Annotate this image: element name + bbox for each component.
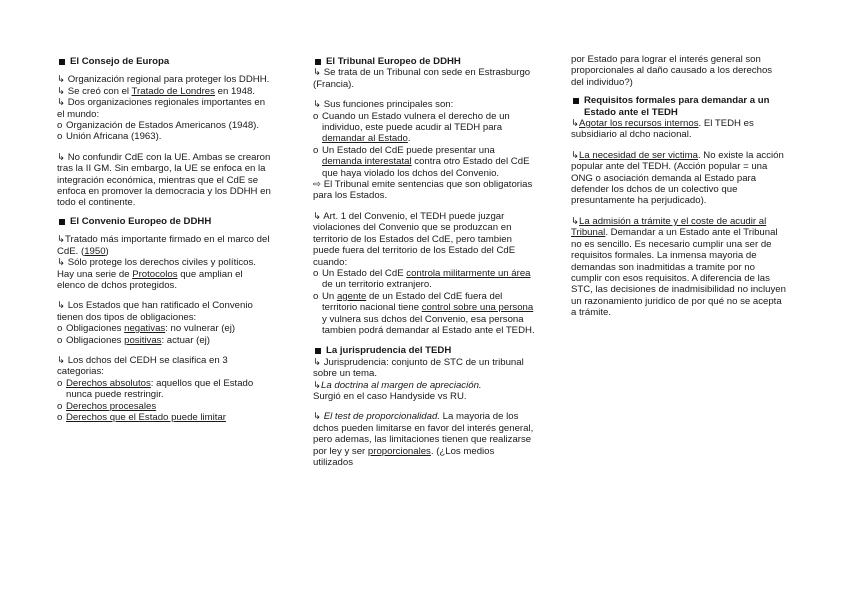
bullet-item: o Derechos procesales xyxy=(57,400,157,412)
bullet-item: o Obligaciones positivas: actuar (ej) xyxy=(57,334,210,346)
arrow-item: ↳Agotar los recursos internos. El TEDH es subsidiario al dcho nacional. xyxy=(571,118,754,141)
bullet-item: o Un agente de un Estado del CdE fuera del territorio nacional tiene control sobre una persona y vulnera sus dchos del Convenio, esa persona tambien podrá demandar al Estado ante el TEDH. xyxy=(313,290,535,336)
arrow-item: ↳ Los dchos del CEDH se clasifica en 3 categorias: xyxy=(57,354,228,378)
square-bullet-icon xyxy=(573,98,579,104)
square-bullet-icon xyxy=(315,59,321,65)
heading-jurisprudencia: La jurisprudencia del TEDH xyxy=(313,345,535,356)
column-3 xyxy=(571,54,787,319)
continued-text: por Estado para lograr el interés general son proporcionales al daño causado a los derechos del individuo?) xyxy=(571,54,773,88)
arrow-item: ↳ Art. 1 del Convenio, el TEDH puede juzgar violaciones del Convenio que se produzcan en territorio de los Estados del CdE, pero tambien puede fuera del territorio de los Estado del CdE cuando: xyxy=(313,210,516,268)
heading-requisitos-formales: Requisitos formales para demandar a un Estado ante el TEDH xyxy=(571,95,787,118)
arrow-item: ↳La doctrina al margen de apreciación. Surgió en el caso Handyside vs RU. xyxy=(313,379,482,402)
heading-consejo-europa: El Consejo de Europa xyxy=(57,56,273,67)
arrow-item: ↳ Se trata de un Tribunal con sede en Estrasburgo (Francia). xyxy=(313,67,531,90)
bullet-item: o Un Estado del CdE puede presentar una demanda interestatal contra otro Estado del CdE que haya violado los dchos del Convenio. xyxy=(313,144,530,179)
heading-convenio-europeo: El Convenio Europeo de DDHH xyxy=(57,216,273,227)
arrow-item: ↳ Se creó con el Tratado de Londres en 1948. xyxy=(57,85,255,97)
arrow-item: ↳Tratado más importante firmado en el marco del CdE. (1950) xyxy=(57,234,270,257)
implies-item: ⇨ El Tribunal emite sentencias que son obligatorias para los Estados. xyxy=(313,179,533,202)
bullet-item: o Cuando un Estado vulnera el derecho de un individuo, este puede acudir al TEDH para demandar al Estado. xyxy=(313,110,510,145)
arrow-item: ↳ Dos organizaciones regionales importantes en el mundo: xyxy=(57,97,266,120)
arrow-item: ↳La admisión a trámite y el coste de acudir al Tribunal. Demandar a un Estado ante el Tribunal no es sencillo. Es necesario cumplir una ser de requisitos formales. La inmensa mayoria de demandas son inadmitidas a tramite por no cumplir con esos requisitos. A diferencia de las STC, las decisiones de inadmisibilidad no incluyen un razonamiento juridico de por qué no se acepta a trámite. xyxy=(571,215,786,319)
square-bullet-icon xyxy=(59,219,65,225)
arrow-item: ↳ No confundir CdE con la UE. Ambas se crearon tras la II GM. Sin embargo, la UE se enfoca en la integración económica, mientras que el CdE se enfoca en promover la democracia y los DDHH en todo el continente. xyxy=(57,151,271,209)
arrow-item: ↳ Sus funciones principales son: xyxy=(313,99,454,111)
heading-tribunal-europeo: El Tribunal Europeo de DDHH xyxy=(313,56,535,67)
bullet-item: o Derechos absolutos: aquellos que el Estado nunca puede restringir. xyxy=(57,377,254,401)
square-bullet-icon xyxy=(315,348,321,354)
arrow-item: ↳ El test de proporcionalidad. La mayoria de los dchos pueden limitarse en favor del interés general, pero ademas, las limitaciones tienen que realizarse por ley y ser proporcionales. (¿Los medios utilizados xyxy=(313,411,534,468)
square-bullet-icon xyxy=(59,59,65,65)
implies-arrow-icon: ⇨ xyxy=(313,179,322,191)
bullet-item: o Un Estado del CdE controla militarmente un área de un territorio extranjero. xyxy=(313,267,531,291)
arrow-item: ↳ Los Estados que han ratificado el Convenio tienen dos tipos de obligaciones: xyxy=(57,300,253,323)
arrow-item: ↳ Organización regional para proteger los DDHH. xyxy=(57,74,270,86)
bullet-item: o Organización de Estados Americanos (1948). xyxy=(57,120,260,132)
column-1 xyxy=(57,56,273,423)
arrow-item: ↳ Jurisprudencia: conjunto de STC de un tribunal sobre un tema. xyxy=(313,356,524,380)
column-2 xyxy=(313,56,535,468)
bullet-item: o Unión Africana (1963). xyxy=(57,131,162,143)
arrow-item: ↳La necesidad de ser victima. No existe la acción popular ante del TEDH. (Acción popular = una ONG o asociación demanda al Estado para defender los dchos de un colectivo que presuntamente ha perjudicado). xyxy=(571,149,784,207)
bullet-item: o Obligaciones negativas: no vulnerar (ej) xyxy=(57,323,236,335)
arrow-item: ↳ Sólo protege los derechos civiles y políticos. Hay una serie de Protocolos que amplian el elenco de dchos protegidos. xyxy=(57,257,256,291)
bullet-item: o Derechos que el Estado puede limitar xyxy=(57,411,226,423)
